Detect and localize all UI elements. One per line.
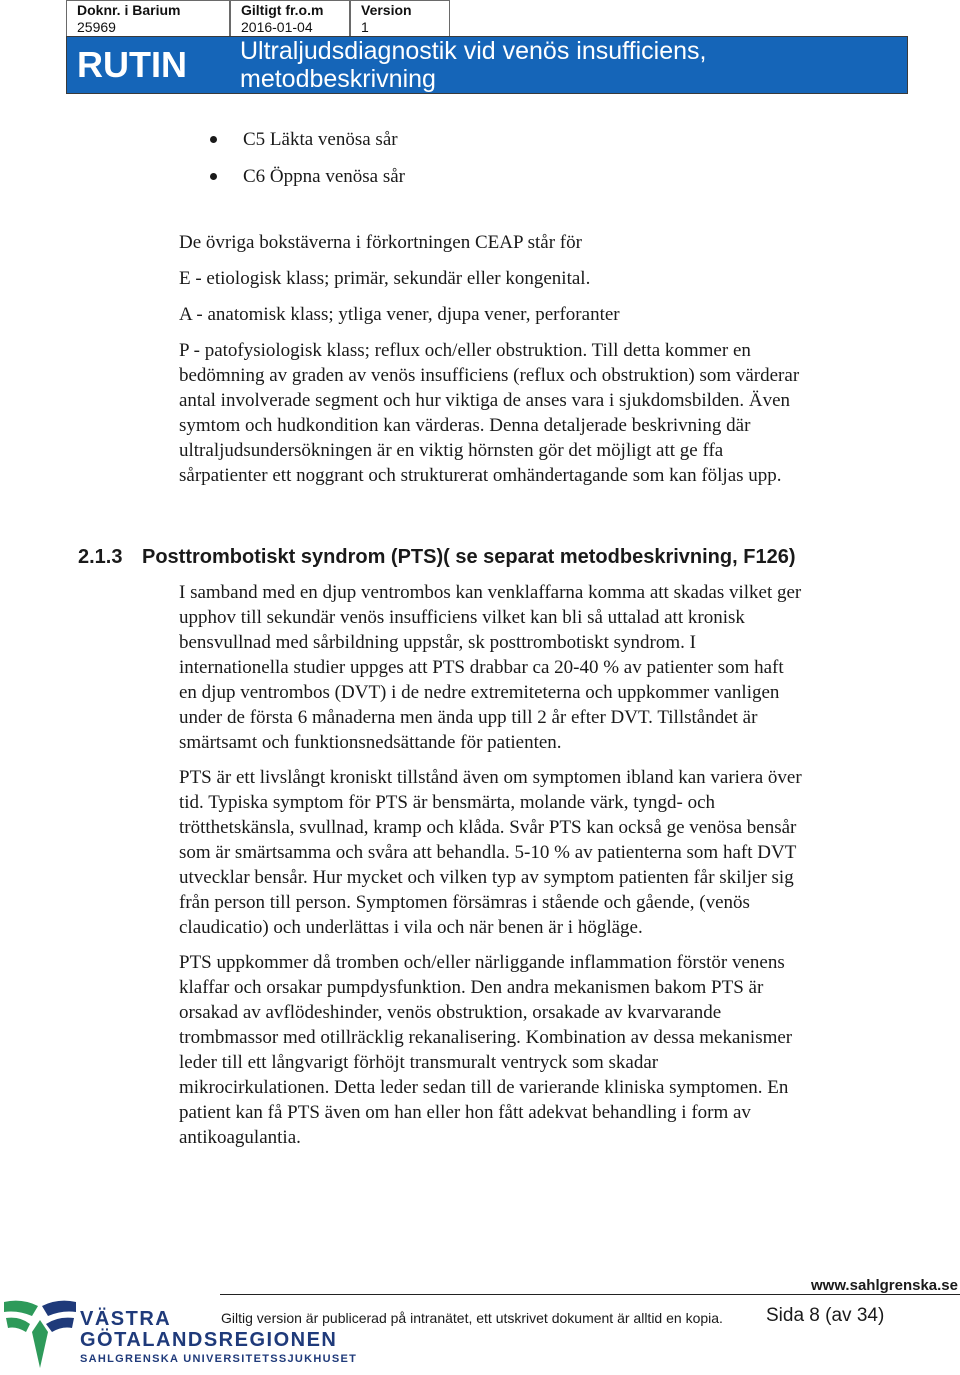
ceap-class-list xyxy=(210,121,405,195)
ceap-a-line: A - anatomisk klass; ytliga vener, djupa vener, perforanter xyxy=(179,304,620,325)
validity-notice: Giltig version är publicerad på intranätet, ett utskrivet dokument är alltid en kopia. xyxy=(221,1310,723,1326)
version-cell xyxy=(350,0,450,36)
ceap-e-line: E - etiologisk klass; primär, sekundär eller kongenital. xyxy=(179,268,591,289)
vgr-emblem-icon xyxy=(2,1296,78,1370)
text-line: en djup ventrombos (DVT) i de nedre extremiteterna och uppkommer vanligen xyxy=(179,682,780,703)
section-paragraph-2 xyxy=(179,765,899,940)
text-line: bensvullnad med sårbildning uppstår, sk posttrombotiskt syndrom. I xyxy=(179,632,696,653)
text-line: antal involverade segment och hur viktiga de anses vara i sjukdomsbilden. Även xyxy=(179,390,791,411)
valid-from-date: 2016-01-04 xyxy=(241,19,313,35)
text-line: trötthetskänsla, svullnad, kramp och klåda. Svår PTS kan också ge venösa bensår xyxy=(179,817,797,838)
text-line: symtom och hudkondition kan värderas. Denna detaljerade beskrivning där xyxy=(179,415,751,436)
document-title xyxy=(240,37,706,93)
text-line: tid. Typiska symptom för PTS är bensmärta, molande värk, tyngd- och xyxy=(179,792,716,813)
ceap-intro: De övriga bokstäverna i förkortningen CEAP står för xyxy=(179,232,582,253)
text-line: I samband med en djup ventrombos kan venklaffarna komma att skadas vilket ger xyxy=(179,582,802,603)
title-banner xyxy=(66,36,908,94)
valid-from-cell xyxy=(230,0,350,36)
text-line: P - patofysiologisk klass; reflux och/eller obstruktion. Till detta kommer en xyxy=(179,340,751,361)
text-line: upphov till sekundär venös insufficiens vilket kan bli så uttalad att kronisk xyxy=(179,607,745,628)
valid-from-label: Giltigt fr.o.m xyxy=(241,2,324,18)
footer-divider xyxy=(220,1294,960,1295)
logo-line-1: VÄSTRA xyxy=(80,1308,172,1330)
text-line: från person till person. Symptomen försämras i stående och gående, (venös xyxy=(179,892,750,913)
text-line: trombmassor med otillräcklig rekanalisering. Kombination av dessa mekanismer xyxy=(179,1027,793,1048)
text-line: PTS uppkommer då tromben och/eller närliggande inflammation förstör venens xyxy=(179,952,785,973)
text-line: smärtsamt och funktionsnedsättande för patienten. xyxy=(179,732,562,753)
text-line: claudicatio) och underlättas i vila och när benen är i högläge. xyxy=(179,917,643,938)
vgr-logo xyxy=(2,1296,362,1370)
title-line: Ultraljudsdiagnostik vid venös insufficiens, xyxy=(240,37,707,65)
text-line: internationella studier uppges att PTS drabbar ca 20-40 % av patienter som haft xyxy=(179,657,784,678)
doc-number: 25969 xyxy=(77,19,116,35)
version-label: Version xyxy=(361,2,412,18)
text-line: som är smärtsamma och svåra att behandla. 5-10 % av patienterna som haft DVT xyxy=(179,842,797,863)
section-paragraph-3 xyxy=(179,950,899,1150)
text-line: sårpatienter ett noggrant och strukturerat omhändertagande som kan följas upp. xyxy=(179,465,782,486)
text-line: mikrocirkulationen. Detta leder sedan till de varierande kliniska symptomen. En xyxy=(179,1077,789,1098)
doc-number-cell xyxy=(66,0,230,36)
section-number: 2.1.3 xyxy=(78,546,123,568)
section-title: Posttrombotiskt syndrom (PTS)( se separat metodbeskrivning, F126) xyxy=(142,546,796,568)
logo-line-3: SAHLGRENSKA UNIVERSITETSSJUKHUSET xyxy=(80,1353,358,1365)
text-line: PTS är ett livslångt kroniskt tillstånd även om symptomen ibland kan variera över xyxy=(179,767,802,788)
text-line: ultraljudsundersökningen är en viktig hörnsten gör det möjligt att ge ffa xyxy=(179,440,724,461)
text-line: under de första 6 månaderna men ända upp till 2 år efter DVT. Tillståndet är xyxy=(179,707,758,728)
section-heading xyxy=(78,544,795,570)
title-line: metodbeskrivning xyxy=(240,65,436,93)
text-line: leder till ett långvarigt förhöjt transmuralt ventryck som skadar xyxy=(179,1052,659,1073)
text-line: bedömning av graden av venös insufficiens (reflux och obstruktion) som värderar xyxy=(179,365,800,386)
text-line: patient kan få PTS även om han eller hon fått adekvat behandling i form av xyxy=(179,1102,751,1123)
doc-number-label: Doknr. i Barium xyxy=(77,2,181,18)
list-item: C5 Läkta venösa sår xyxy=(210,121,405,158)
text-line: antikoagulantia. xyxy=(179,1127,301,1148)
section-paragraph-1 xyxy=(179,580,899,755)
website-url[interactable]: www.sahlgrenska.se xyxy=(810,1277,958,1294)
page-number: Sida 8 (av 34) xyxy=(766,1305,885,1326)
text-line: orsakad av avflödeshinder, venös obstruktion, orsakade av kvarvarande xyxy=(179,1002,722,1023)
document-meta xyxy=(66,0,450,36)
text-line: klaffar och orsakar pumpdysfunktion. Den andra mekanismen bakom PTS är xyxy=(179,977,764,998)
ceap-p-paragraph xyxy=(179,338,899,488)
version-number: 1 xyxy=(361,19,369,35)
document-type: RUTIN xyxy=(77,44,187,85)
logo-line-2: GÖTALANDSREGIONEN xyxy=(80,1329,338,1351)
list-item: C6 Öppna venösa sår xyxy=(210,158,405,195)
text-line: utvecklar bensår. Hur mycket och vilken typ av symptom patienten får skiljer sig xyxy=(179,867,794,888)
